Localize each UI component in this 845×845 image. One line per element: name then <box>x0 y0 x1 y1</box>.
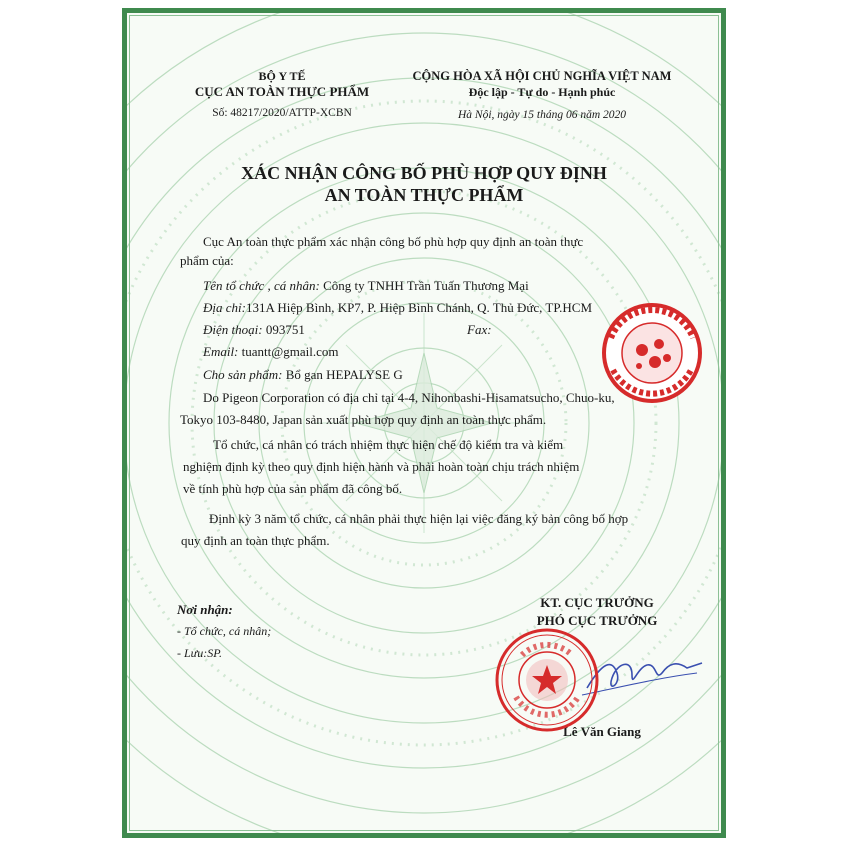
email-value: tuantt@gmail.com <box>241 344 339 359</box>
intro-line-1: Cục An toàn thực phẩm xác nhận công bố phù hợp quy định an toàn thực <box>203 234 584 249</box>
responsibility-line-2: nghiệm định kỳ theo quy định hiện hành và phải hoàn toàn chịu trách nhiệm <box>183 459 580 474</box>
phone-label: Điện thoại: <box>203 322 263 337</box>
product-row <box>203 367 403 383</box>
certificate-frame <box>122 8 726 838</box>
document-number: Số: 48217/2020/ATTP-XCBN <box>212 107 352 119</box>
document-title: XÁC NHẬN CÔNG BỐ PHÙ HỢP QUY ĐỊNH <box>241 163 607 183</box>
official-seal-stamp <box>492 625 602 735</box>
ministry-name: BỘ Y TẾ <box>258 69 306 83</box>
document-subtitle: AN TOÀN THỰC PHẨM <box>324 185 524 205</box>
phone-value: 093751 <box>265 322 305 337</box>
signer-name: Lê Văn Giang <box>563 724 641 739</box>
product-label: Cho sản phẩm: <box>203 367 283 382</box>
periodic-line-2: quy định an toàn thực phẩm. <box>181 533 330 548</box>
producer-line-1: Do Pigeon Corporation có địa chỉ tại 4-4, Nihonbashi-Hisamatsucho, Chuo-ku, <box>203 390 615 405</box>
address-value: 131A Hiệp Bình, KP7, P. Hiệp Bình Chánh, Q. Thủ Đức, TP.HCM <box>245 300 593 315</box>
product-value: Bổ gan HEPALYSE G <box>285 367 403 382</box>
signer-title-2: PHÓ CỤC TRƯỞNG <box>536 613 658 628</box>
periodic-line-1: Định kỳ 3 năm tổ chức, cá nhân phải thực hiện lại việc đăng ký bản công bố hợp <box>209 511 629 526</box>
issue-date: Hà Nội, ngày 15 tháng 06 năm 2020 <box>457 109 627 121</box>
org-value: Công ty TNHH Trần Tuấn Thương Mại <box>323 278 529 293</box>
republic-name: CỘNG HÒA XÃ HỘI CHỦ NGHĨA VIỆT NAM <box>412 69 672 83</box>
phone-row <box>203 322 305 338</box>
shop-logo-stamp <box>597 298 707 408</box>
org-row <box>203 278 529 294</box>
fax-label: Fax: <box>467 322 492 337</box>
national-motto: Độc lập - Tự do - Hạnh phúc <box>468 85 616 99</box>
producer-line-2: Tokyo 103-8480, Japan sản xuất phù hợp quy định an toàn thực phẩm. <box>180 412 547 427</box>
email-label: Email: <box>203 344 239 359</box>
recipient-item-2: - Lưu:SP. <box>177 646 222 660</box>
org-label: Tên tổ chức , cá nhân: <box>203 278 320 293</box>
responsibility-line-1: Tổ chức, cá nhân có trách nhiệm thực hiện chế độ kiểm tra và kiểm <box>213 437 564 452</box>
recipient-item-1: - Tổ chức, cá nhân; <box>177 624 272 638</box>
address-row <box>203 300 592 316</box>
responsibility-line-3: về tính phù hợp của sản phẩm đã công bố. <box>183 481 403 496</box>
recipients-heading: Nơi nhận: <box>177 602 233 617</box>
signer-title-1: KT. CỤC TRƯỞNG <box>540 595 654 610</box>
agency-name: CỤC AN TOÀN THỰC PHẨM <box>194 84 370 99</box>
email-row <box>203 344 338 360</box>
address-label: Địa chỉ: <box>203 300 246 315</box>
intro-line-2: phẩm của: <box>180 253 234 268</box>
